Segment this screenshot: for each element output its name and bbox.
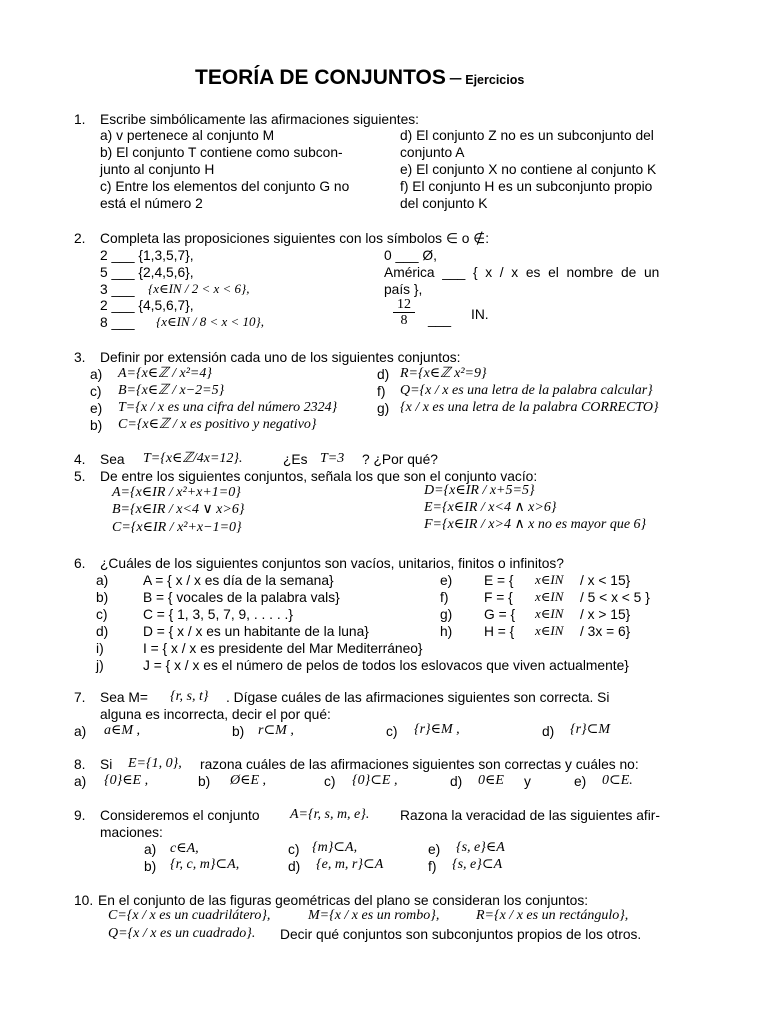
- q8-e-label: e): [574, 774, 587, 789]
- q6-j-label: j): [96, 658, 104, 673]
- q8-t1: Si: [100, 757, 113, 772]
- q6-e-b: / x < 15}: [580, 573, 631, 588]
- q8-b: Ø∈E ,: [230, 773, 267, 788]
- q6-e-x: x∈IN: [535, 572, 564, 587]
- q1-number: 1.: [74, 112, 86, 127]
- q1-a: a) v pertenece al conjunto M: [100, 128, 275, 143]
- q10-stem: En el conjunto de las figuras geométricas del plano se consideran los conjuntos:: [98, 893, 589, 908]
- q7-b: r⊂M ,: [258, 723, 294, 738]
- q8-a: {0}∈E ,: [104, 773, 149, 788]
- q4-eq: T=3: [320, 451, 345, 466]
- q8-d-label: d): [450, 774, 463, 789]
- q8-number: 8.: [74, 757, 86, 772]
- q10-tail: Decir qué conjuntos son subconjuntos propios de los otros.: [280, 927, 642, 942]
- q6-stem: ¿Cuáles de los siguientes conjuntos son vacíos, unitarios, finitos o infinitos?: [100, 556, 564, 571]
- q6-i: I = { x / x es presidente del Mar Mediterráneo}: [143, 641, 423, 656]
- q9-c-label: c): [288, 842, 300, 857]
- q10-Q: Q={x / x es un cuadrado}.: [108, 926, 256, 941]
- q2-number: 2.: [74, 231, 86, 246]
- q2-r3: país },: [384, 282, 423, 297]
- q2-r4b: IN.: [471, 307, 489, 322]
- q5-number: 5.: [74, 469, 86, 484]
- q10-R: R={x / x es un rectángulo},: [476, 908, 629, 923]
- q5-D: D={x∈IR / x+5=5}: [424, 483, 535, 498]
- q6-h-a: H = {: [484, 624, 515, 639]
- q8-set: E={1, 0},: [128, 756, 182, 771]
- q6-d: D = { x / x es un habitante de la luna}: [143, 624, 369, 639]
- q1-d1: d) El conjunto Z no es un subconjunto del: [400, 128, 654, 143]
- q9-t3: maciones:: [100, 825, 163, 840]
- q6-h-b: / 3x = 6}: [580, 624, 631, 639]
- q6-d-label: d): [96, 624, 109, 639]
- q6-f-a: F = {: [484, 590, 513, 605]
- q2-l4: 2 ___ {4,5,6,7},: [100, 298, 194, 313]
- q7-number: 7.: [74, 690, 86, 705]
- q3-e: T={x / x es una cifra del número 2324}: [118, 400, 338, 415]
- page-title-row: [195, 66, 525, 89]
- q9-b: {r, c, m}⊂A,: [170, 857, 240, 872]
- q9-t2: Razona la veracidad de las siguientes afir-: [400, 808, 660, 823]
- q7-d: {r}⊂M: [570, 722, 611, 737]
- q3-b-label: b): [90, 418, 103, 433]
- fraction-numerator: 12: [393, 297, 415, 313]
- page-title: TEORÍA DE CONJUNTOS: [195, 66, 446, 89]
- q6-h-label: h): [440, 624, 453, 639]
- q4-t1: Sea: [100, 452, 125, 467]
- q2-r1: 0 ___ Ø,: [384, 248, 437, 263]
- q6-b-label: b): [96, 590, 109, 605]
- q2-l5a: 8 ___: [100, 315, 135, 330]
- q1-e: e) El conjunto X no contiene al conjunto K: [400, 162, 657, 177]
- q6-f-label: f): [440, 590, 449, 605]
- q3-c-label: c): [90, 384, 102, 399]
- q8-b-label: b): [198, 774, 211, 789]
- page-subtitle: Ejercicios: [465, 73, 525, 87]
- fraction-denominator: 8: [400, 313, 408, 328]
- q4-t3: ? ¿Por qué?: [362, 452, 438, 467]
- q9-e: {s, e}∈A: [456, 840, 505, 855]
- q3-f: Q={x / x es una letra de la palabra calcular}: [400, 383, 653, 398]
- q1-b1: b) El conjunto T contiene como subcon-: [100, 145, 343, 160]
- q6-g-label: g): [440, 607, 453, 622]
- q10-M: M={x / x es un rombo},: [308, 908, 440, 923]
- q8-t2: razona cuáles de las afirmaciones siguientes son correctas y cuáles no:: [200, 757, 639, 772]
- q6-g-a: G = {: [484, 607, 516, 622]
- q6-f-x: x∈IN: [535, 589, 564, 604]
- q5-B: B={x∈IR / x<4 ∨ x>6}: [112, 502, 245, 517]
- q5-A: A={x∈IR / x²+x+1=0}: [112, 485, 241, 500]
- q1-c1: c) Entre los elementos del conjunto G no: [100, 179, 350, 194]
- q5-E: E={x∈IR / x<4 ∧ x>6}: [424, 500, 557, 515]
- q9-a: c∈A,: [170, 841, 199, 856]
- q1-stem: Escribe simbólicamente las afirmaciones siguientes:: [100, 112, 419, 127]
- q9-d-label: d): [288, 859, 301, 874]
- q4-set: T={x∈ℤ/4x=12}.: [143, 451, 243, 466]
- q3-b: C={x∈ℤ / x es positivo y negativo}: [118, 417, 317, 432]
- q6-h-x: x∈IN: [535, 623, 564, 638]
- q6-e-label: e): [440, 573, 453, 588]
- q2-l1: 2 ___ {1,3,5,7},: [100, 248, 194, 263]
- q1-d2: conjunto A: [400, 145, 465, 160]
- q6-g-x: x∈IN: [535, 606, 564, 621]
- q7-t3: alguna es incorrecta, decir el por qué:: [100, 707, 331, 722]
- q2-l2: 5 ___ {2,4,5,6},: [100, 265, 194, 280]
- q1-f2: del conjunto K: [400, 196, 488, 211]
- q9-set: A={r, s, m, e}.: [290, 807, 370, 822]
- q3-g: {x / x es una letra de la palabra CORRECTO}: [400, 400, 659, 415]
- q8-c-label: c): [324, 774, 336, 789]
- q3-f-label: f): [377, 384, 386, 399]
- q8-c: {0}⊂E ,: [352, 773, 398, 788]
- q9-f: {s, e}⊂A: [452, 857, 503, 872]
- q3-d-label: d): [377, 367, 390, 382]
- q1-b2: junto al conjunto H: [100, 162, 215, 177]
- q6-number: 6.: [74, 556, 86, 571]
- q4-t2: ¿Es: [283, 452, 308, 467]
- q6-a-label: a): [96, 573, 109, 588]
- q2-r4: ___: [428, 312, 452, 327]
- q6-e-a: E = {: [484, 573, 514, 588]
- q2-l5b: {x∈IN / 8 < x < 10},: [156, 314, 264, 329]
- q3-c: B={x∈ℤ / x−2=5}: [118, 383, 225, 398]
- q3-d: R={x∈ℤ x²=9}: [400, 366, 487, 381]
- q2-r2: América ___ { x / x es el nombre de un: [384, 265, 660, 280]
- q4-number: 4.: [74, 452, 86, 467]
- q6-b: B = { vocales de la palabra vals}: [143, 590, 340, 605]
- q10-number: 10.: [74, 893, 94, 908]
- q9-b-label: b): [144, 859, 157, 874]
- q3-stem: Definir por extensión cada uno de los siguientes conjuntos:: [100, 350, 461, 365]
- q7-d-label: d): [542, 724, 555, 739]
- q3-g-label: g): [377, 401, 390, 416]
- q6-c-label: c): [96, 607, 108, 622]
- q9-a-label: a): [144, 842, 157, 857]
- q6-a: A = { x / x es día de la semana}: [143, 573, 334, 588]
- q6-g-b: / x > 15}: [580, 607, 631, 622]
- q7-a-label: a): [74, 724, 87, 739]
- q1-f1: f) El conjunto H es un subconjunto propio: [400, 179, 653, 194]
- q5-F: F={x∈IR / x>4 ∧ x no es mayor que 6}: [424, 517, 647, 532]
- q9-f-label: f): [428, 859, 437, 874]
- q3-a-label: a): [90, 367, 103, 382]
- q2-l3b: {x∈IN / 2 < x < 6},: [148, 281, 250, 296]
- q8-a-label: a): [74, 774, 87, 789]
- title-dash: –: [449, 66, 462, 89]
- q8-e: 0⊂E.: [602, 773, 633, 788]
- q9-d: {e, m, r}⊂A: [316, 857, 384, 872]
- q7-b-label: b): [232, 724, 245, 739]
- q9-t1: Consideremos el conjunto: [100, 808, 260, 823]
- q2-l3a: 3 ___: [100, 282, 135, 297]
- q9-c: {m}⊂A,: [312, 840, 358, 855]
- q6-c: C = { 1, 3, 5, 7, 9, . . . . .}: [143, 607, 293, 622]
- q3-number: 3.: [74, 350, 86, 365]
- q3-e-label: e): [90, 401, 103, 416]
- q6-j: J = { x / x es el número de pelos de todos los eslovacos que viven actualmente}: [143, 658, 629, 673]
- q5-C: C={x∈IR / x²+x−1=0}: [112, 520, 242, 535]
- q6-f-b: / 5 < x < 5 }: [580, 590, 650, 605]
- q8-d: 0∈E: [478, 773, 504, 788]
- q1-c2: está el número 2: [100, 196, 203, 211]
- q3-a: A={x∈ℤ / x²=4}: [118, 366, 212, 381]
- q7-set: {r, s, t}: [170, 689, 209, 704]
- q7-c: {r}∈M ,: [414, 722, 460, 737]
- q2-fraction: [393, 297, 415, 328]
- q7-c-label: c): [386, 724, 398, 739]
- q5-stem: De entre los siguientes conjuntos, señala los que son el conjunto vacío:: [100, 469, 538, 484]
- q9-e-label: e): [428, 842, 441, 857]
- q10-C: C={x / x es un cuadrilátero},: [108, 908, 271, 923]
- q6-i-label: i): [96, 641, 104, 656]
- q7-t1: Sea M=: [100, 690, 148, 705]
- q8-y: y: [524, 774, 531, 789]
- q7-t2: . Dígase cuáles de las afirmaciones siguientes son correcta. Si: [226, 690, 610, 705]
- q2-stem: Completa las proposiciones siguientes con los símbolos ∈ o ∉:: [100, 231, 490, 246]
- q7-a: a∈M ,: [104, 723, 141, 738]
- q9-number: 9.: [74, 808, 86, 823]
